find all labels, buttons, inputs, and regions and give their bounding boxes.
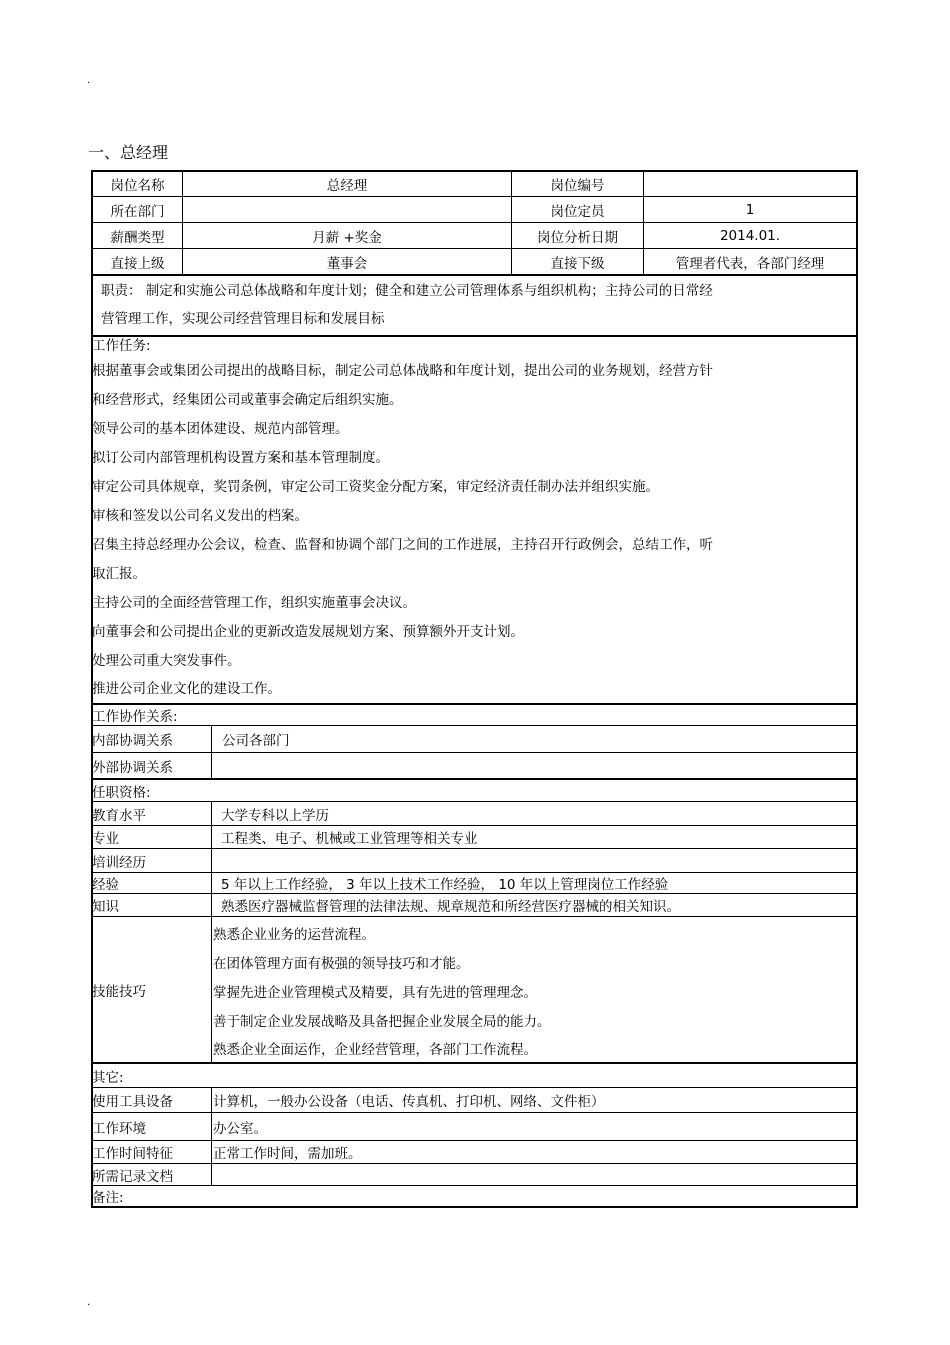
- external-coordination-value: [222, 753, 852, 778]
- environment-label: 工作环境: [92, 1120, 146, 1137]
- position-name-label: 岗位名称: [110, 177, 165, 194]
- position-code-label: 岗位编号: [550, 177, 605, 194]
- salary-type-value: 月薪 +奖金: [312, 229, 382, 246]
- experience-value: 5 年以上工作经验， 3 年以上技术工作经验， 10 年以上管理岗位工作经验: [221, 877, 669, 893]
- task-line: 推进公司企业文化的建设工作。: [92, 681, 281, 697]
- page-marker-bottom: .: [87, 1297, 91, 1308]
- analysis-date-value: 2014.01.: [719, 227, 781, 244]
- experience-label: 经验: [92, 877, 119, 893]
- task-line: 召集主持总经理办公会议，检查、监督和协调个部门之间的工作进展，主持召开行政例会，总结工作，听: [92, 537, 713, 553]
- superior-value: 董事会: [326, 255, 368, 272]
- knowledge-value: 熟悉医疗器械监督管理的法律法规、规章规范和所经营医疗器械的相关知识。: [221, 899, 680, 915]
- task-line: 和经营形式，经集团公司或董事会确定后组织实施。: [92, 392, 403, 408]
- work-time-label: 工作时间特征: [92, 1146, 173, 1162]
- internal-coordination-label: 内部协调关系: [92, 733, 173, 749]
- skill-line: 在团体管理方面有极强的领导技巧和才能。: [213, 956, 470, 972]
- task-line: 拟订公司内部管理机构设置方案和基本管理制度。: [92, 450, 389, 466]
- duties-line-2: 营管理工作，实现公司经营管理目标和发展目标: [101, 311, 385, 327]
- task-line: 审核和签发以公司名义发出的档案。: [92, 508, 308, 524]
- headcount-value: 1: [745, 201, 755, 218]
- tools-label: 使用工具设备: [92, 1094, 173, 1110]
- education-value: 大学专科以上学历: [221, 807, 329, 824]
- tools-value: 计算机，一般办公设备（电话、传真机、打印机、网络、文件柜）: [213, 1094, 605, 1110]
- external-coordination-label: 外部协调关系: [92, 759, 173, 776]
- records-value: [213, 1164, 851, 1185]
- task-line: 领导公司的基本团体建设、规范内部管理。: [92, 421, 349, 437]
- notes-label: 备注:: [92, 1190, 124, 1206]
- duties-line-1: 职责： 制定和实施公司总体战略和年度计划；健全和建立公司管理体系与组织机构；主持公司的日常经: [101, 283, 713, 299]
- records-label: 所需记录文档: [92, 1168, 173, 1185]
- skill-line: 善于制定企业发展战略及具备把握企业发展全局的能力。: [213, 1014, 551, 1030]
- work-time-value: 正常工作时间，需加班。: [213, 1146, 362, 1162]
- training-value: [221, 849, 851, 872]
- training-label: 培训经历: [92, 854, 146, 871]
- department-value: [183, 197, 511, 222]
- skills-label: 技能技巧: [92, 983, 146, 1000]
- environment-value: 办公室。: [213, 1120, 267, 1137]
- skill-line: 熟悉企业业务的运营流程。: [213, 927, 375, 943]
- page-marker-top: .: [87, 75, 91, 86]
- knowledge-label: 知识: [92, 899, 119, 915]
- internal-coordination-value: 公司各部门: [222, 733, 290, 749]
- salary-type-label: 薪酬类型: [110, 229, 165, 246]
- task-line: 向董事会和公司提出企业的更新改造发展规划方案、预算额外开支计划。: [92, 624, 524, 640]
- skill-line: 掌握先进企业管理模式及精要，具有先进的管理理念。: [213, 985, 537, 1001]
- major-label: 专业: [92, 831, 119, 847]
- position-code-value: [644, 171, 856, 196]
- task-line: 处理公司重大突发事件。: [92, 653, 241, 669]
- headcount-label: 岗位定员: [550, 203, 605, 220]
- task-line: 审定公司具体规章，奖罚条例，审定公司工资奖金分配方案，审定经济责任制办法并组织实施。: [92, 479, 659, 495]
- analysis-date-label: 岗位分析日期: [537, 229, 618, 246]
- position-name-value: 总经理: [326, 177, 368, 194]
- qualifications-title: 任职资格:: [92, 784, 151, 801]
- section-title: 一、总经理: [88, 143, 169, 162]
- other-title: 其它:: [92, 1069, 124, 1086]
- cooperation-title: 工作协作关系:: [92, 709, 178, 725]
- skill-line: 熟悉企业全面运作，企业经营管理，各部门工作流程。: [213, 1042, 537, 1058]
- department-label: 所在部门: [110, 203, 165, 220]
- major-value: 工程类、电子、机械或工业管理等相关专业: [221, 831, 478, 847]
- education-label: 教育水平: [92, 807, 146, 824]
- task-line: 根据董事会或集团公司提出的战略目标，制定公司总体战略和年度计划，提出公司的业务规划，经营方针: [92, 363, 713, 379]
- subordinate-label: 直接下级: [550, 255, 605, 272]
- superior-label: 直接上级: [110, 255, 165, 272]
- subordinate-value: 管理者代表，各部门经理: [675, 255, 825, 272]
- task-line: 取汇报。: [92, 566, 146, 582]
- task-line: 主持公司的全面经营管理工作，组织实施董事会决议。: [92, 595, 416, 611]
- tasks-title: 工作任务:: [92, 338, 151, 354]
